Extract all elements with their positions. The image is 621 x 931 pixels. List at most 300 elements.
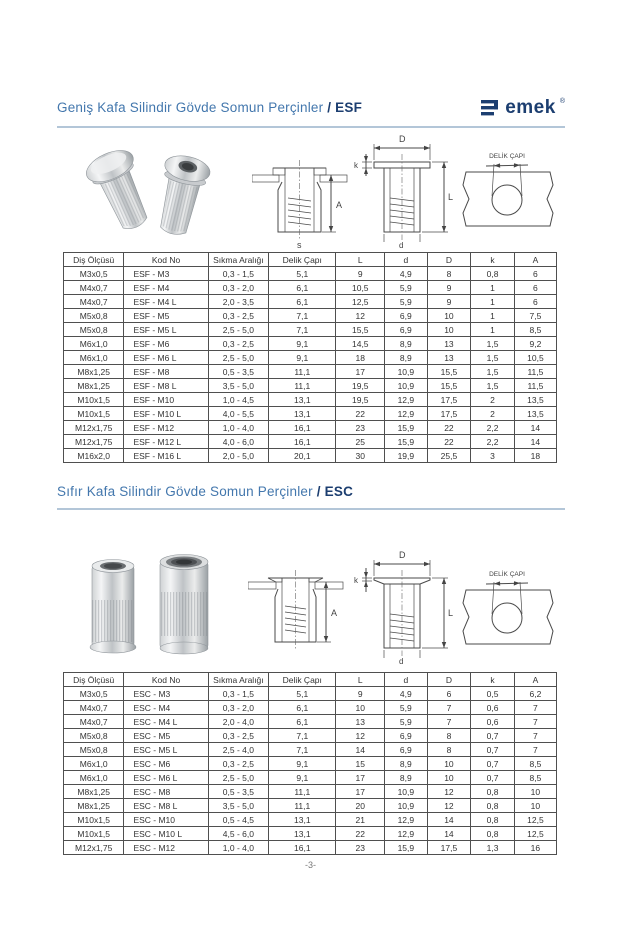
table-cell: 12 [336, 309, 385, 323]
table-cell: ESC - M8 L [124, 799, 208, 813]
table-cell: 18 [336, 351, 385, 365]
table-cell: ESF - M8 [124, 365, 208, 379]
table-cell: 6 [514, 267, 556, 281]
table-cell: 12,5 [514, 813, 556, 827]
spec-table-esc [63, 672, 557, 855]
table-cell: 18 [514, 449, 556, 463]
dim-k-label: k [354, 161, 358, 170]
column-header: k [471, 673, 515, 687]
table-cell: 6,9 [385, 323, 428, 337]
table-cell: 7 [514, 715, 556, 729]
table-cell: 12,9 [385, 813, 428, 827]
product-photo-esc [62, 550, 232, 667]
table-cell: 17,5 [427, 393, 471, 407]
table-cell: 6 [427, 687, 471, 701]
table-row [64, 729, 557, 743]
table-cell: 15,5 [427, 379, 471, 393]
column-header: D [427, 253, 471, 267]
column-header: Delik Çapı [269, 673, 336, 687]
table-cell: 22 [427, 435, 471, 449]
section-code: / ESC [316, 484, 354, 499]
table-cell: 10 [427, 771, 471, 785]
table-header-row [64, 673, 557, 687]
table-cell: ESF - M4 [124, 281, 208, 295]
table-cell: 12 [427, 799, 471, 813]
table-cell: M3x0,5 [64, 267, 124, 281]
table-cell: 9,1 [269, 771, 336, 785]
table-cell: M3x0,5 [64, 687, 124, 701]
table-cell: 16,1 [269, 421, 336, 435]
spec-table-esf [63, 252, 557, 463]
table-cell: M10x1,5 [64, 407, 124, 421]
table-row [64, 337, 557, 351]
table-cell: ESF - M5 L [124, 323, 208, 337]
table-row [64, 295, 557, 309]
table-cell: 12,9 [385, 393, 428, 407]
table-cell: 2,5 - 5,0 [208, 351, 268, 365]
product-photo-esf [60, 134, 240, 251]
table-cell: 1,0 - 4,5 [208, 393, 268, 407]
table-cell: 30 [336, 449, 385, 463]
table-cell: M8x1,25 [64, 785, 124, 799]
column-header: Sıkma Aralığı [208, 673, 268, 687]
table-cell: 13,5 [514, 393, 556, 407]
table-cell: 15,9 [385, 841, 428, 855]
table-cell: 13,1 [269, 827, 336, 841]
hole-diameter-label: DELİK ÇAPI [489, 571, 525, 578]
table-row [64, 323, 557, 337]
table-cell: 2,5 - 5,0 [208, 323, 268, 337]
table-cell: 13,1 [269, 407, 336, 421]
table-cell: 22 [336, 827, 385, 841]
table-cell: ESC - M10 [124, 813, 208, 827]
table-cell: ESF - M5 [124, 309, 208, 323]
table-cell: 8,9 [385, 351, 428, 365]
column-header: A [514, 673, 556, 687]
table-cell: ESC - M5 L [124, 743, 208, 757]
table-cell: 15,5 [336, 323, 385, 337]
table-cell: 2,0 - 3,5 [208, 295, 268, 309]
table-cell: 2,5 - 4,0 [208, 743, 268, 757]
table-row [64, 813, 557, 827]
table-cell: 0,5 - 3,5 [208, 785, 268, 799]
table-cell: 13,1 [269, 393, 336, 407]
table-cell: 8,9 [385, 337, 428, 351]
table-cell: 9,1 [269, 337, 336, 351]
table-cell: 12 [427, 785, 471, 799]
section-code: / ESF [327, 100, 363, 115]
column-header: Kod No [124, 673, 208, 687]
table-cell: 7 [427, 715, 471, 729]
hole-diameter-label: DELİK ÇAPI [489, 153, 525, 160]
table-cell: M6x1,0 [64, 771, 124, 785]
table-cell: 14,5 [336, 337, 385, 351]
table-cell: 10 [514, 785, 556, 799]
dim-d-body-label: d [399, 241, 404, 250]
table-cell: 0,8 [471, 827, 515, 841]
table-cell: 12,5 [514, 827, 556, 841]
column-header: d [385, 253, 428, 267]
column-header: Sıkma Aralığı [208, 253, 268, 267]
table-cell: 17 [336, 771, 385, 785]
table-cell: 22 [427, 421, 471, 435]
table-cell: 1,0 - 4,0 [208, 841, 268, 855]
table-cell: 25,5 [427, 449, 471, 463]
table-cell: 8 [427, 267, 471, 281]
table-row [64, 351, 557, 365]
table-cell: 9,2 [514, 337, 556, 351]
table-cell: 0,3 - 2,5 [208, 337, 268, 351]
table-cell: 0,7 [471, 771, 515, 785]
table-row [64, 449, 557, 463]
table-cell: ESC - M6 L [124, 771, 208, 785]
table-row [64, 841, 557, 855]
table-cell: 2,2 [471, 421, 515, 435]
table-row [64, 715, 557, 729]
table-cell: M12x1,75 [64, 435, 124, 449]
header-rule-2 [57, 508, 565, 510]
diagram-hole-esf [450, 134, 564, 251]
table-cell: ESF - M6 L [124, 351, 208, 365]
table-cell: 10,9 [385, 365, 428, 379]
table-cell: 0,5 - 4,5 [208, 813, 268, 827]
table-cell: 0,7 [471, 743, 515, 757]
table-cell: 16,1 [269, 435, 336, 449]
table-cell: 10,9 [385, 379, 428, 393]
table-cell: 10,5 [514, 351, 556, 365]
table-cell: 17 [336, 785, 385, 799]
table-cell: M5x0,8 [64, 323, 124, 337]
table-cell: 0,6 [471, 715, 515, 729]
table-cell: ESC - M6 [124, 757, 208, 771]
table-cell: 0,8 [471, 799, 515, 813]
table-cell: 11,1 [269, 799, 336, 813]
table-cell: ESF - M16 L [124, 449, 208, 463]
table-row [64, 771, 557, 785]
table-cell: 14 [514, 435, 556, 449]
table-cell: 3 [471, 449, 515, 463]
table-cell: 0,3 - 2,0 [208, 281, 268, 295]
dim-a-label: A [336, 200, 343, 210]
table-cell: 0,3 - 1,5 [208, 267, 268, 281]
table-cell: M4x0,7 [64, 295, 124, 309]
table-cell: M6x1,0 [64, 351, 124, 365]
table-row [64, 365, 557, 379]
table-cell: 12 [336, 729, 385, 743]
dim-k-label: k [354, 576, 358, 585]
table-cell: 8,5 [514, 757, 556, 771]
table-cell: 1 [471, 295, 515, 309]
logo-text: emek [505, 97, 556, 118]
table-cell: 0,3 - 2,5 [208, 757, 268, 771]
table-row [64, 407, 557, 421]
table-cell: 7,1 [269, 309, 336, 323]
table-cell: 25 [336, 435, 385, 449]
table-cell: M8x1,25 [64, 365, 124, 379]
table-cell: 7,1 [269, 729, 336, 743]
table-cell: ESF - M3 [124, 267, 208, 281]
table-cell: 8,5 [514, 771, 556, 785]
table-cell: 6,9 [385, 743, 428, 757]
dim-d-outer-label: D [399, 134, 406, 144]
table-cell: 11,5 [514, 365, 556, 379]
table-cell: ESC - M10 L [124, 827, 208, 841]
table-cell: 4,9 [385, 687, 428, 701]
section-title-esc [57, 484, 353, 499]
table-cell: ESC - M8 [124, 785, 208, 799]
table-cell: M8x1,25 [64, 799, 124, 813]
section-header-esf [57, 97, 565, 118]
column-header: k [471, 253, 515, 267]
table-cell: 14 [427, 827, 471, 841]
table-cell: 9,1 [269, 351, 336, 365]
table-cell: M8x1,25 [64, 379, 124, 393]
sheet-label: s [297, 240, 302, 250]
table-cell: 7 [514, 729, 556, 743]
section-header-esc [57, 484, 565, 499]
table-cell: 1,0 - 4,0 [208, 421, 268, 435]
header-rule [57, 126, 565, 128]
table-cell: 13 [427, 337, 471, 351]
table-cell: 0,7 [471, 757, 515, 771]
table-cell: 23 [336, 421, 385, 435]
section-title-text: Geniş Kafa Silindir Gövde Somun Perçinler [57, 100, 328, 115]
table-cell: 10 [427, 309, 471, 323]
table-row [64, 757, 557, 771]
table-cell: 16,1 [269, 841, 336, 855]
table-cell: 21 [336, 813, 385, 827]
table-cell: 11,1 [269, 365, 336, 379]
table-cell: 12,9 [385, 407, 428, 421]
table-cell: 1,5 [471, 351, 515, 365]
table-cell: 5,9 [385, 281, 428, 295]
table-cell: 15,5 [427, 365, 471, 379]
table-cell: 5,1 [269, 267, 336, 281]
table-cell: 13 [427, 351, 471, 365]
table-cell: 1,5 [471, 365, 515, 379]
table-cell: ESC - M12 [124, 841, 208, 855]
table-cell: 11,1 [269, 379, 336, 393]
column-header: L [336, 253, 385, 267]
table-cell: 6 [514, 281, 556, 295]
table-cell: 10,5 [336, 281, 385, 295]
table-cell: 0,8 [471, 785, 515, 799]
table-cell: ESC - M3 [124, 687, 208, 701]
table-cell: M10x1,5 [64, 827, 124, 841]
table-cell: 9,1 [269, 757, 336, 771]
table-cell: M10x1,5 [64, 393, 124, 407]
table-cell: 0,5 [471, 687, 515, 701]
column-header: Delik Çapı [269, 253, 336, 267]
table-cell: 3,5 - 5,0 [208, 799, 268, 813]
table-cell: 13,1 [269, 813, 336, 827]
table-row [64, 421, 557, 435]
table-cell: ESC - M4 [124, 701, 208, 715]
table-row [64, 267, 557, 281]
table-cell: 7 [514, 743, 556, 757]
table-cell: ESC - M4 L [124, 715, 208, 729]
table-cell: 1 [471, 323, 515, 337]
table-row [64, 743, 557, 757]
table-cell: 8 [427, 729, 471, 743]
table-cell: 22 [336, 407, 385, 421]
table-cell: 11,5 [514, 379, 556, 393]
table-cell: 10 [427, 323, 471, 337]
table-cell: 15,9 [385, 435, 428, 449]
table-cell: ESF - M4 L [124, 295, 208, 309]
table-row [64, 799, 557, 813]
table-cell: 19,5 [336, 393, 385, 407]
table-row [64, 393, 557, 407]
table-cell: 9 [336, 267, 385, 281]
table-cell: 19,9 [385, 449, 428, 463]
dim-l-label: L [448, 608, 454, 618]
table-cell: 5,9 [385, 701, 428, 715]
table-cell: 0,8 [471, 267, 515, 281]
table-cell: 15 [336, 757, 385, 771]
table-cell: 7,1 [269, 743, 336, 757]
table-cell: 9 [336, 687, 385, 701]
table-row [64, 309, 557, 323]
table-cell: 2,0 - 4,0 [208, 715, 268, 729]
table-cell: M12x1,75 [64, 841, 124, 855]
table-cell: 4,5 - 6,0 [208, 827, 268, 841]
table-cell: 14 [427, 813, 471, 827]
column-header: d [385, 673, 428, 687]
emek-logo-icon [479, 98, 501, 118]
table-cell: 10 [514, 799, 556, 813]
table-cell: 10 [427, 757, 471, 771]
table-row [64, 785, 557, 799]
table-row [64, 687, 557, 701]
table-cell: 6,2 [514, 687, 556, 701]
dim-l-label: L [448, 192, 454, 202]
table-cell: 12,5 [336, 295, 385, 309]
table-cell: 1,3 [471, 841, 515, 855]
dim-d-outer-label: D [399, 550, 406, 560]
table-cell: 0,3 - 2,5 [208, 309, 268, 323]
diagram-dimensions-esf [352, 132, 458, 255]
table-cell: 10,9 [385, 799, 428, 813]
table-cell: 1,5 [471, 337, 515, 351]
table-row [64, 827, 557, 841]
table-cell: 20,1 [269, 449, 336, 463]
table-cell: 4,0 - 5,5 [208, 407, 268, 421]
column-header: Diş Ölçüsü [64, 673, 124, 687]
column-header: Kod No [124, 253, 208, 267]
table-cell: 6 [514, 295, 556, 309]
table-cell: 7,1 [269, 323, 336, 337]
table-cell: M6x1,0 [64, 757, 124, 771]
column-header: A [514, 253, 556, 267]
table-cell: 11,1 [269, 785, 336, 799]
table-cell: 0,3 - 2,5 [208, 729, 268, 743]
table-cell: 8,9 [385, 771, 428, 785]
table-cell: 7 [514, 701, 556, 715]
table-cell: 15,9 [385, 421, 428, 435]
table-cell: 7 [427, 701, 471, 715]
table-cell: 4,9 [385, 267, 428, 281]
table-cell: 5,9 [385, 295, 428, 309]
table-cell: 4,0 - 6,0 [208, 435, 268, 449]
table-cell: 16 [514, 841, 556, 855]
table-cell: 0,7 [471, 729, 515, 743]
table-cell: 10,9 [385, 785, 428, 799]
table-cell: 17,5 [427, 407, 471, 421]
page-number: -3- [305, 860, 316, 870]
table-cell: M4x0,7 [64, 701, 124, 715]
table-cell: 6,1 [269, 281, 336, 295]
section-title-esf [57, 100, 362, 115]
table-row [64, 701, 557, 715]
table-cell: 2 [471, 393, 515, 407]
table-cell: M5x0,8 [64, 729, 124, 743]
table-cell: ESF - M12 [124, 421, 208, 435]
diagram-installed-esf [252, 138, 348, 255]
dim-d-body-label: d [399, 657, 404, 666]
dim-a-label: A [331, 608, 338, 618]
emek-logo [479, 98, 565, 118]
table-cell: M4x0,7 [64, 281, 124, 295]
table-cell: M12x1,75 [64, 421, 124, 435]
table-cell: 1,5 [471, 379, 515, 393]
table-cell: 6,9 [385, 729, 428, 743]
table-cell: 3,5 - 5,0 [208, 379, 268, 393]
registered-mark: ® [559, 98, 565, 105]
table-cell: 14 [336, 743, 385, 757]
table-cell: 8 [427, 743, 471, 757]
table-cell: 13 [336, 715, 385, 729]
table-cell: 0,5 - 3,5 [208, 365, 268, 379]
table-cell: 5,1 [269, 687, 336, 701]
table-cell: ESF - M10 [124, 393, 208, 407]
table-row [64, 435, 557, 449]
table-cell: M5x0,8 [64, 309, 124, 323]
table-cell: 10 [336, 701, 385, 715]
table-row [64, 281, 557, 295]
column-header: Diş Ölçüsü [64, 253, 124, 267]
table-cell: 0,6 [471, 701, 515, 715]
table-cell: 2,5 - 5,0 [208, 771, 268, 785]
table-cell: 2,0 - 5,0 [208, 449, 268, 463]
table-cell: 2,2 [471, 435, 515, 449]
table-cell: 6,1 [269, 295, 336, 309]
column-header: D [427, 673, 471, 687]
diagram-hole-esc [450, 552, 564, 669]
table-cell: ESF - M6 [124, 337, 208, 351]
table-cell: 1 [471, 281, 515, 295]
table-cell: 23 [336, 841, 385, 855]
table-cell: M4x0,7 [64, 715, 124, 729]
table-cell: 12,9 [385, 827, 428, 841]
table-cell: 14 [514, 421, 556, 435]
table-cell: 2 [471, 407, 515, 421]
table-cell: 0,3 - 2,0 [208, 701, 268, 715]
column-header: L [336, 673, 385, 687]
table-cell: 9 [427, 295, 471, 309]
table-cell: 17,5 [427, 841, 471, 855]
table-cell: 6,1 [269, 715, 336, 729]
table-cell: 9 [427, 281, 471, 295]
table-row [64, 379, 557, 393]
table-cell: 7,5 [514, 309, 556, 323]
table-cell: 6,9 [385, 309, 428, 323]
section-title-text: Sıfır Kafa Silindir Gövde Somun Perçinler [57, 484, 317, 499]
table-cell: M10x1,5 [64, 813, 124, 827]
table-cell: 19,5 [336, 379, 385, 393]
table-cell: ESF - M8 L [124, 379, 208, 393]
table-cell: ESC - M5 [124, 729, 208, 743]
